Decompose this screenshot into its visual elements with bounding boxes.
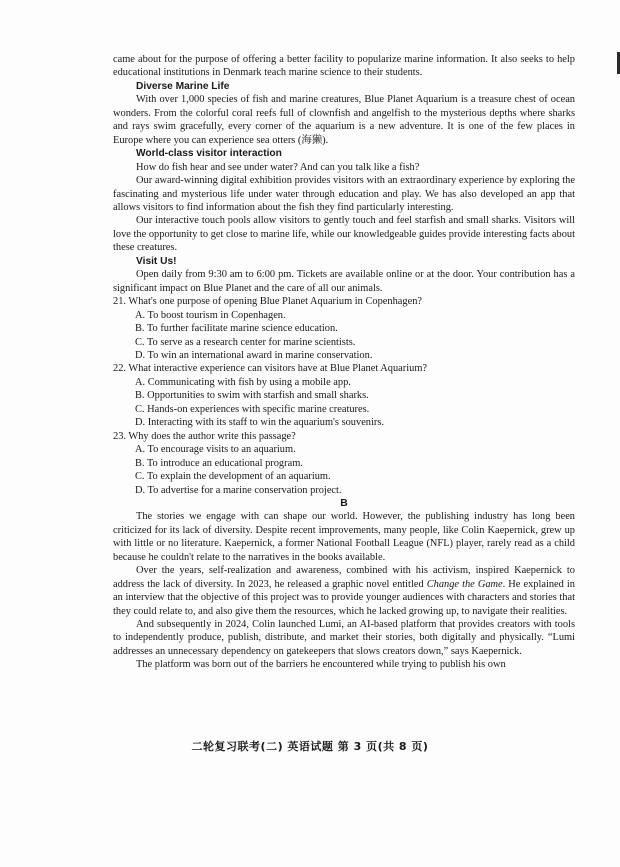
heading-visitor-interaction: World-class visitor interaction [136,148,282,160]
answer-option: B. Opportunities to swim with starfish and small sharks. [135,390,369,402]
answer-option: A. Communicating with fish by using a mobile app. [135,376,351,388]
answer-option: D. To advertise for a marine conservation project. [135,484,342,496]
answer-option: C. To serve as a research center for marine scientists. [135,336,356,348]
paragraph-diverse-marine-life: With over 1,000 species of fish and marine creatures, Blue Planet Aquarium is a treasure chest of ocean wonders. From the colorful coral reefs full of clownfish and angelfish to the mysterious depths where sharks and rays swim gracefully, every corner of the aquarium is a new adventure. It is one of the few places in Europe where you can experience sea otters (海獭). [113,94,575,146]
question-23 [113,430,575,497]
paragraph-visit-us: Open daily from 9:30 am to 6:00 pm. Tickets are available online or at the door. Your contribution has a significant impact on Blue Planet and the care of all our animals. [113,269,575,294]
answer-option: B. To further facilitate marine science education. [135,323,338,335]
passage-b-paragraph-1: The stories we engage with can shape our world. However, the publishing industry has long been criticized for its lack of diversity. Despite recent improvements, many people, like Colin Kaepernick, grew up with little or no literature. Kaepernick, a former National Football League (NFL) player, rarely read as a child because he couldn't relate to the narratives in the books available. [113,511,575,563]
page-footer: 二轮复习联考(二) 英语试题 第 3 页(共 8 页) [191,740,429,753]
paragraph-touch-pools: Our interactive touch pools allow visitors to gently touch and feel starfish and small sharks. Visitors will love the opportunity to get close to marine life, while our knowledgeable guides provide interesting facts about these creatures. [113,215,575,254]
answer-option: B. To introduce an educational program. [135,457,303,469]
question-22 [113,362,575,429]
answer-option: C. To explain the development of an aquarium. [135,471,331,483]
answer-option: D. Interacting with its staff to win the aquarium's souvenirs. [135,417,384,429]
graphic-novel-title: Change the Game [426,578,503,590]
paragraph-digital-exhibition: Our award-winning digital exhibition provides visitors with an extraordinary experience by exploring the fascinating and mysterious life under water through education and play. We has also developed an app that allows visitors to find information about the fish they find particularly interesting. [113,175,575,213]
passage-b-paragraph-3: And subsequently in 2024, Colin launched Lumi, an AI-based platform that provides creators with tools to independently produce, publish, distribute, and market their stories, both digitally and physically. “Lumi addresses an unnecessary dependency on gatekeepers that slows creators down,” says Kaepernick. [113,619,575,657]
answer-option: A. To boost tourism in Copenhagen. [135,309,286,321]
paragraph-fish-question: How do fish hear and see under water? And can you talk like a fish? [136,161,420,173]
question-stem: 21. What's one purpose of opening Blue Planet Aquarium in Copenhagen? [113,296,423,308]
heading-diverse-marine-life: Diverse Marine Life [136,80,230,92]
answer-option: D. To win an international award in marine conservation. [135,349,373,361]
passage-b-paragraph-2 [113,564,575,618]
paragraph-2-text-after: . He explained in an interview that the objective of this project was to provide younger audiences with characters and stories that they could relate to, and also give them the resources, which he lacked growing up, to navigate their realities. [113,578,576,617]
section-letter-b: B [340,497,348,509]
passage-b-paragraph-4: The platform was born out of the barriers he encountered while trying to publish his own [136,659,506,671]
page-content [113,53,575,672]
passage-a-intro-end: came about for the purpose of offering a better facility to popularize marine information. It also seeks to help educational institutions in Denmark teach marine science to their students. [113,54,575,79]
heading-visit-us: Visit Us! [136,255,177,267]
question-stem: 23. Why does the author write this passage? [113,430,296,442]
answer-option: A. To encourage visits to an aquarium. [135,444,296,456]
question-stem: 22. What interactive experience can visitors have at Blue Planet Aquarium? [113,363,428,375]
answer-option: C. Hands-on experiences with specific marine creatures. [135,403,370,415]
question-21 [113,295,575,362]
paragraph-2-text-before: Over the years, self-realization and awareness, combined with his activism, inspired Kaepernick to address the lack of diversity. In 2023, he released a graphic novel entitled [113,565,575,590]
